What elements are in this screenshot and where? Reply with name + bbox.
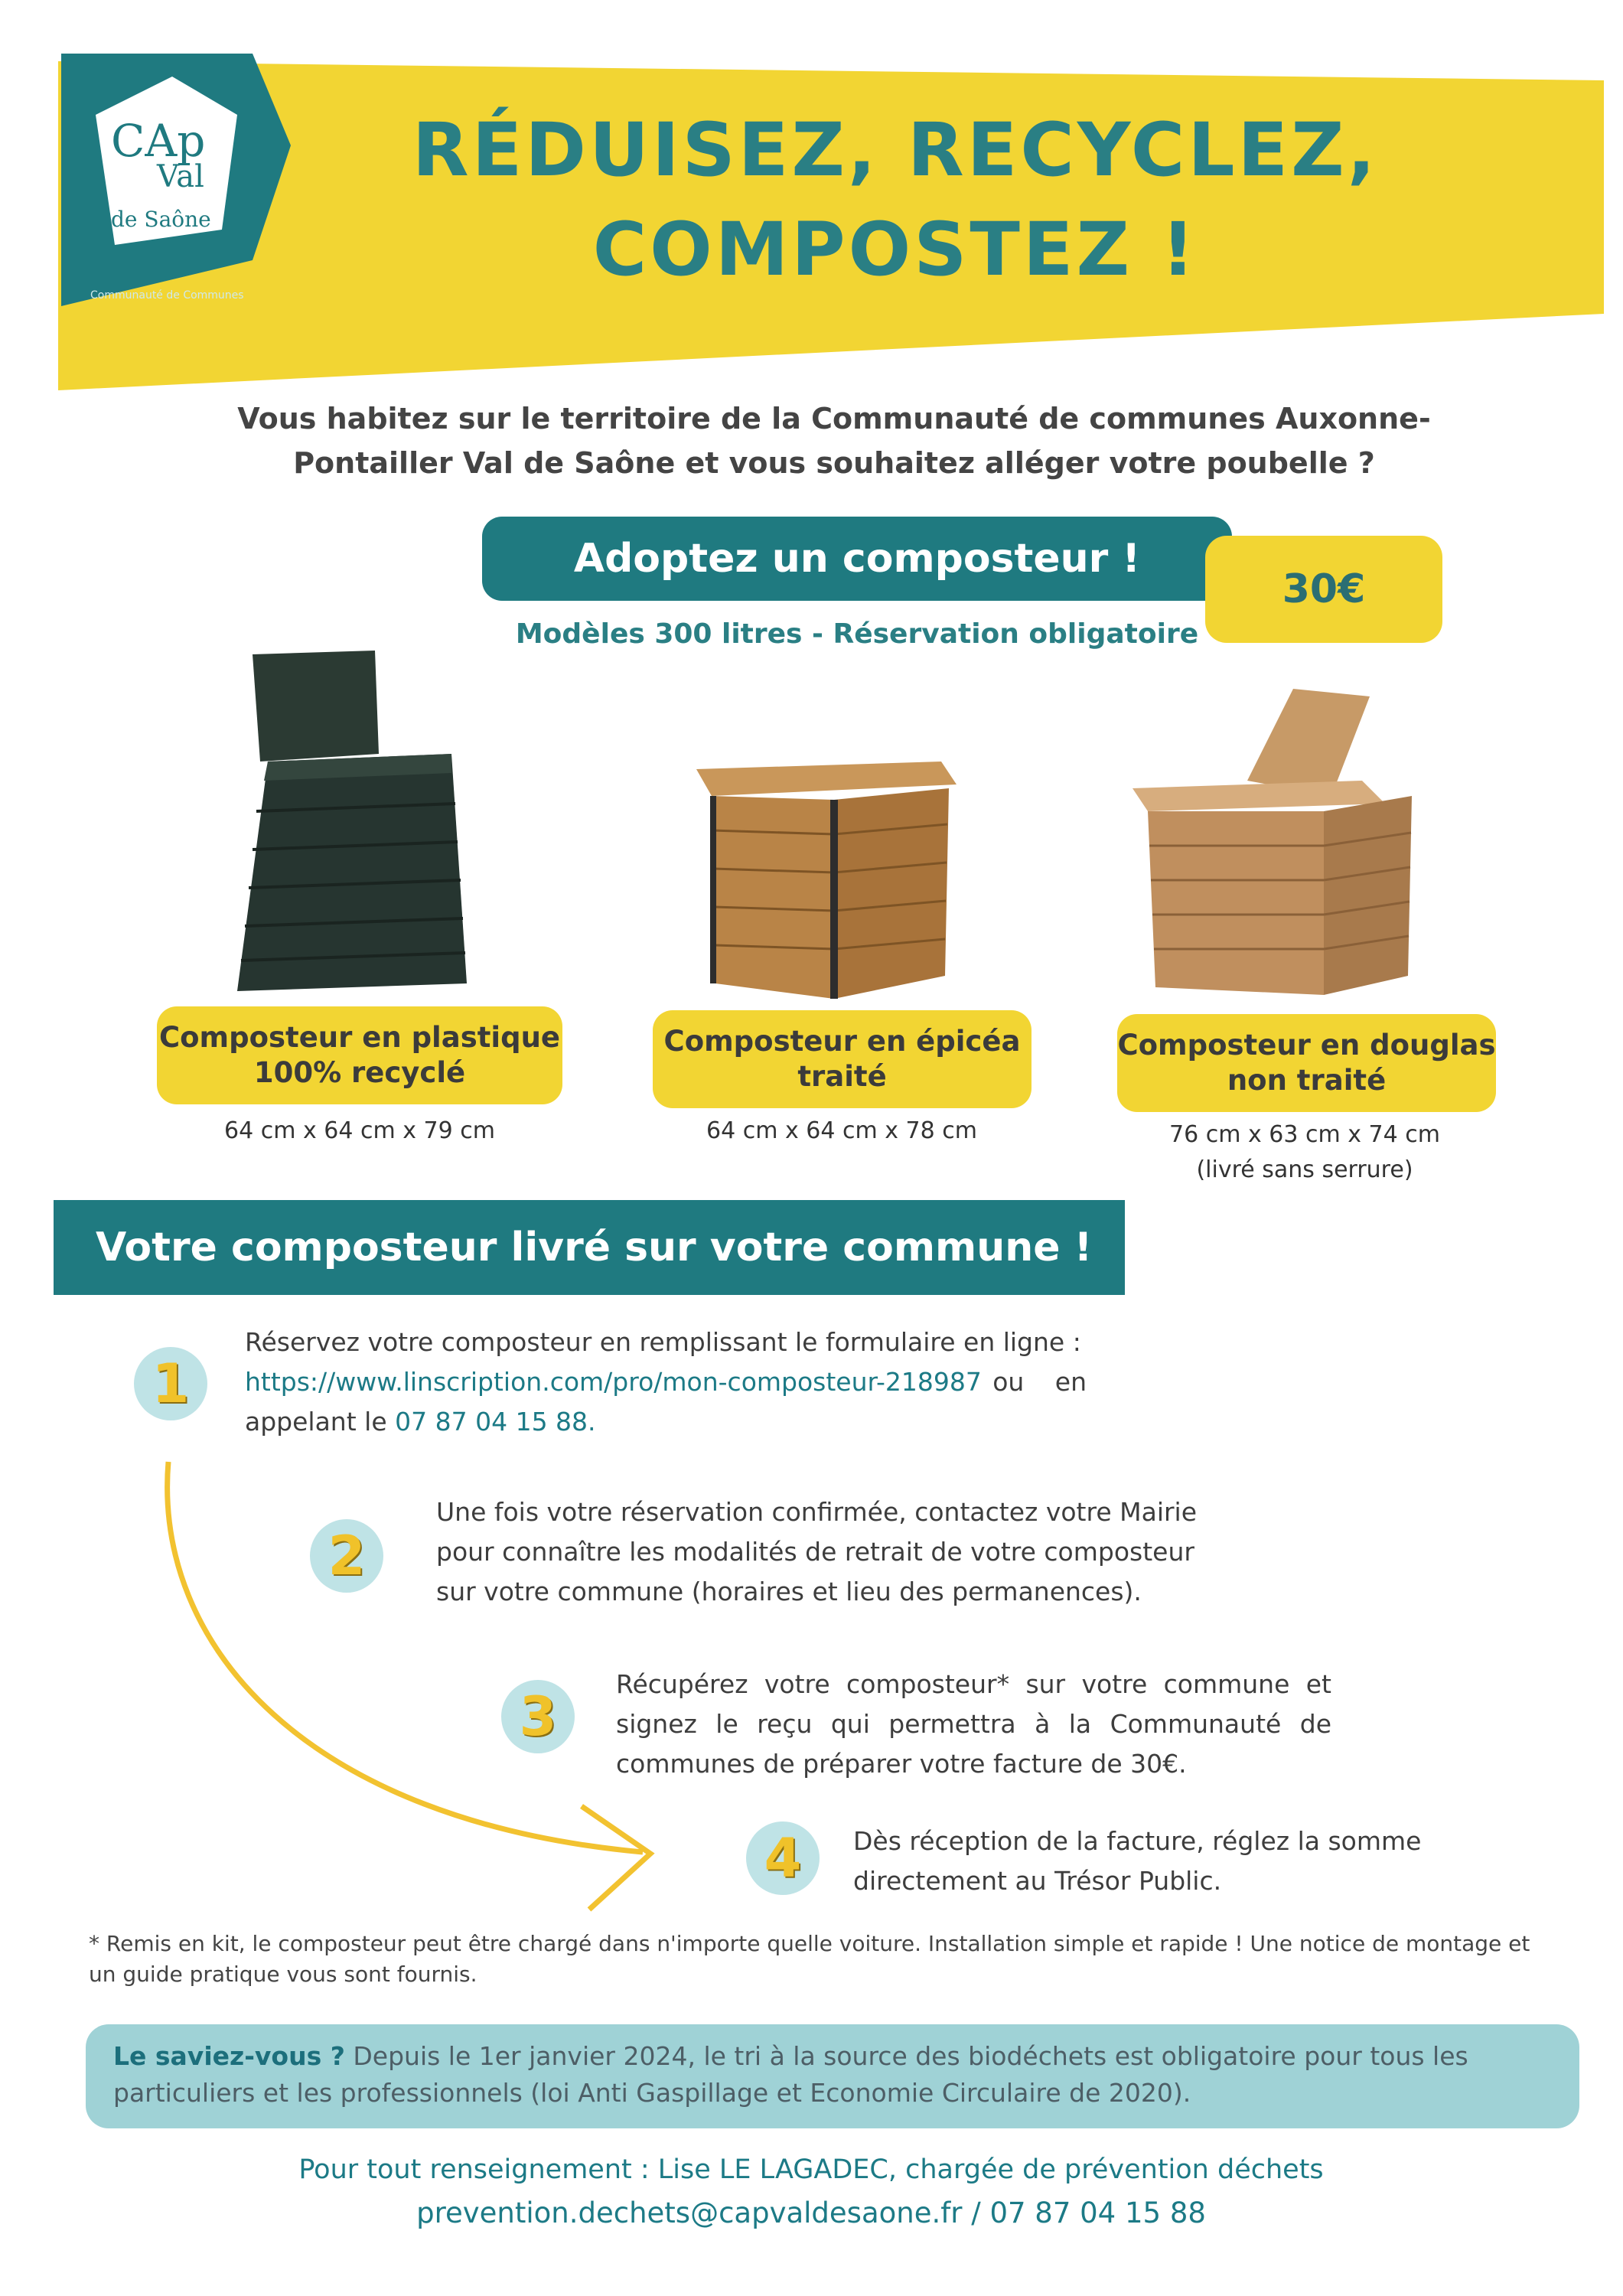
logo-val: Val: [157, 159, 204, 194]
models-note: Modèles 300 litres - Réservation obligatoire: [515, 618, 1199, 650]
step-3-line1: Récupérez votre composteur* sur votre commune et: [616, 1669, 1331, 1699]
logo-text: [103, 115, 256, 268]
product-label-line1: Composteur en douglas: [1117, 1029, 1496, 1062]
step-2-line1: Une fois votre réservation confirmée, contactez votre Mairie: [436, 1497, 1198, 1527]
step-1-text: [245, 1322, 1087, 1442]
logo-tagline: Communauté de Communes: [90, 289, 244, 302]
contact-line2[interactable]: prevention.dechets@capvaldesaone.fr / 07 87 04 15 88: [416, 2197, 1206, 2229]
product-label-douglas: [1117, 1014, 1496, 1112]
product-dimensions-douglas: [1113, 1117, 1496, 1188]
step-1-badge: 1: [134, 1347, 207, 1420]
intro-line1: Vous habitez sur le territoire de la Communauté de communes Auxonne-: [237, 402, 1431, 435]
step-2-line3: sur votre commune (horaires et lieu des permanences).: [436, 1577, 1142, 1606]
step-4-line2: directement au Trésor Public.: [853, 1866, 1222, 1896]
phone-link[interactable]: 07 87 04 15 88.: [395, 1407, 596, 1437]
info-box: [86, 2024, 1579, 2128]
step-1-calling: appelant le: [245, 1407, 387, 1437]
registration-link[interactable]: https://www.linscription.com/pro/mon-composteur-218987: [245, 1367, 982, 1397]
info-lead: Le saviez-vous ?: [113, 2041, 345, 2071]
plastic-composter-image: [222, 647, 474, 1006]
spruce-composter-image: [689, 754, 964, 1006]
step-4-badge: 4: [746, 1821, 820, 1895]
info-text: Depuis le 1er janvier 2024, le tri à la source des biodéchets est obligatoire pour tous les particuliers et les professionnels (loi Anti Gaspillage et Economie Circulaire de 2020).: [113, 2041, 1468, 2108]
step-4-text: [853, 1821, 1542, 1901]
adopt-headline: Adoptez un composteur !: [482, 517, 1232, 601]
page-title-line2: COMPOSTEZ !: [592, 207, 1198, 292]
step-1-or: ou en: [992, 1367, 1087, 1397]
step-3-badge: 3: [501, 1680, 575, 1753]
step-3-line3: communes de préparer votre facture de 30€.: [616, 1749, 1187, 1779]
product-dimensions-note: (livré sans serrure): [1196, 1156, 1413, 1183]
douglas-composter-image: [1133, 681, 1423, 1003]
intro-text: [191, 396, 1477, 485]
step-2-badge: 2: [310, 1519, 383, 1593]
step-2-text: [436, 1492, 1224, 1612]
product-label-line2: non traité: [1227, 1064, 1387, 1097]
logo-de-saone: de Saône: [111, 207, 211, 232]
delivery-headline: Votre composteur livré sur votre commune !: [54, 1200, 1125, 1295]
product-label-plastic: [157, 1006, 562, 1104]
product-dimensions-spruce: 64 cm x 64 cm x 78 cm: [706, 1117, 977, 1144]
product-dimensions-value: 76 cm x 63 cm x 74 cm: [1169, 1121, 1440, 1148]
price-badge: 30€: [1205, 536, 1442, 643]
step-3-line2: signez le reçu qui permettra à la Communauté de: [616, 1709, 1331, 1739]
product-label-line2: 100% recyclé: [253, 1056, 466, 1089]
product-label-line1: Composteur en plastique: [158, 1021, 561, 1054]
product-dimensions-plastic: 64 cm x 64 cm x 79 cm: [224, 1117, 495, 1144]
product-label-line2: traité: [797, 1060, 887, 1093]
product-label-spruce: [653, 1010, 1031, 1108]
footnote: * Remis en kit, le composteur peut être chargé dans n'importe quelle voiture. Installation simple et rapide ! Une notice de montage et un guide pratique vous sont fournis.: [89, 1931, 1530, 1987]
step-2-line2: pour connaître les modalités de retrait de votre composteur: [436, 1537, 1194, 1567]
step-1-line1: Réservez votre composteur en remplissant le formulaire en ligne :: [245, 1327, 1081, 1357]
step-3-text: [616, 1665, 1331, 1784]
intro-line2: Pontailler Val de Saône et vous souhaitez alléger votre poubelle ?: [293, 446, 1375, 480]
page-title-line1: RÉDUISEZ, RECYCLEZ,: [412, 107, 1379, 193]
logo-cap: CAp: [111, 115, 206, 167]
step-4-line1: Dès réception de la facture, réglez la somme: [853, 1826, 1422, 1856]
contact-line1: Pour tout renseignement : Lise LE LAGADEC, chargée de prévention déchets: [298, 2154, 1324, 2185]
product-label-line1: Composteur en épicéa: [663, 1025, 1021, 1058]
